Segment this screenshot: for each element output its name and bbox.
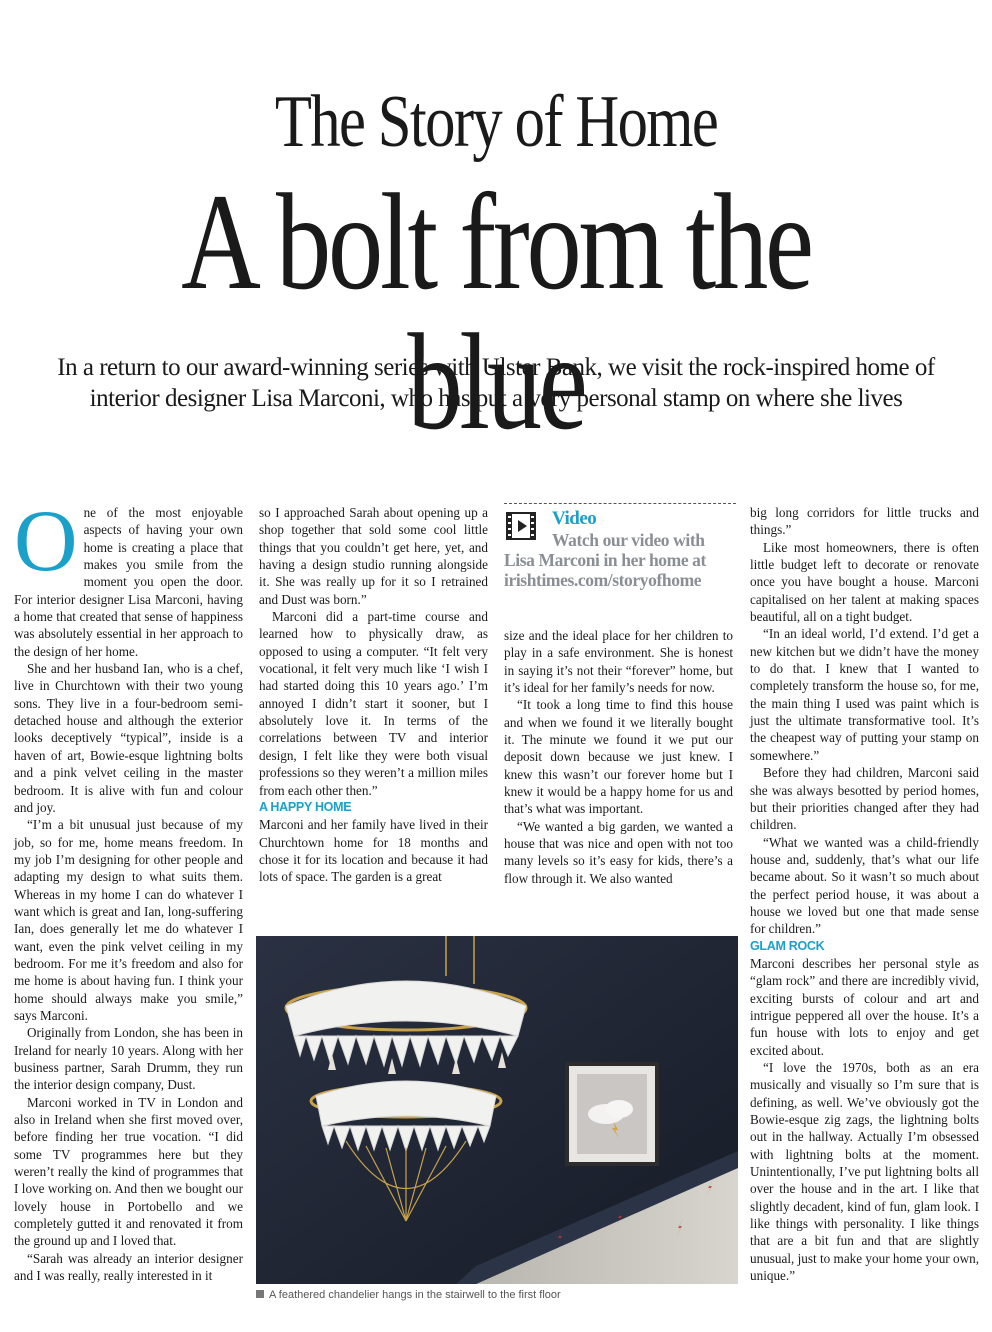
paragraph: “We wanted a big garden, we wanted a house that was nice and open with not too many levels so it’s easy for kids, there’s a flow through it. We also wanted	[504, 818, 733, 886]
article-column-2	[259, 504, 488, 886]
subheading-happy-home: A HAPPY HOME	[259, 799, 352, 814]
caption-square-icon	[256, 1290, 264, 1298]
headline: A bolt from the blue	[181, 165, 811, 458]
paragraph: “I love the 1970s, both as an era musically and visually so I’m sure that is defining, as well. We’ve obviously got the Bowie-esque zig zags, the lightning bolts out in the hallway. Actually I’m obsessed with lightning bolts at the moment. Unintentionally, I’ve put lightning bolts all over the house and in the art. I like that slightly decadent, kind of fun, glam look. I like things with personality. I like things that are a bit fun and that are slightly unusual, just to make your home your own, unique.”	[750, 1060, 979, 1284]
paragraph: size and the ideal place for her children to play in a safe environment. She is honest in saying it’s not their “forever” home, but it’s ideal for her family’s needs for now.	[504, 628, 733, 696]
paragraph: so I approached Sarah about opening up a shop together that sold some cool little things that you couldn’t get here, yet, and having a design studio running alongside it. She was really up for it so I retrained and Dust was born.”	[259, 505, 488, 607]
video-label: Video	[552, 508, 597, 529]
paragraph: “It took a long time to find this house and when we found it we literally bought it. The minute we found it we put our deposit down because we just knew. I knew this wasn’t our forever home but I knew it would be a happy home for us and that’s what was important.	[504, 697, 733, 817]
subheading-glam-rock: GLAM ROCK	[750, 938, 825, 953]
caption-text: A feathered chandelier hangs in the stairwell to the first floor	[269, 1289, 561, 1301]
paragraph: “Sarah was already an interior designer and I was really, really interested in it	[14, 1250, 243, 1284]
paragraph: Marconi and her family have lived in their Churchtown home for 18 months and chose it for its location and because it had lots of space. The garden is a great	[259, 817, 488, 885]
drop-cap: O	[14, 493, 78, 590]
paragraph: “In an ideal world, I’d extend. I’d get a new kitchen but we didn’t have the money to do that. I knew that I wanted to completely transform the house so, for me, the main thing I used was paint which is just the ultimate transformative tool. It’s the cheapest way of putting your stamp on somewhere.”	[750, 626, 979, 763]
paragraph: Marconi describes her personal style as “glam rock” and there are incredibly vivid, exciting bursts of colour and art and intrigue peppered all over the house. It’s a fun house with lots to enjoy and get excited about.	[750, 955, 979, 1058]
video-promo[interactable]	[504, 503, 736, 616]
paragraph: Before they had children, Marconi said she was always besotted by period homes, but their priorities changed after they had children.	[750, 765, 979, 833]
paragraph: Marconi did a part-time course and learned how to physically draw, as opposed to using a computer. “It felt very vocational, it felt very much like ‘I wish I had started doing this 10 years ago.’ I’m annoyed I didn’t start it sooner, but I absolutely love it. In terms of the correlations between TV and interior design, I felt like they were both visual professions so they weren’t a million miles from each other then.”	[259, 609, 488, 798]
video-line: Watch our video with	[552, 530, 705, 550]
article-column-4	[750, 504, 979, 1284]
paragraph: She and her husband Ian, who is a chef, live in Churchtown with their two young sons. They live in a four-bedroom semi-detached house and although the exterior looks deceptively “typical”, inside is a haven of art, Bowie-esque lightning bolts and a pink velvet ceiling in the master bedroom. It is alive with fun and colour and joy.	[14, 661, 243, 815]
article-column-3	[504, 627, 733, 887]
paragraph: ne of the most enjoyable aspects of having your own home is creating a place that makes you smile from the moment you open the door. For interior designer Lisa Marconi, having a home that created that sense of happiness was absolutely essential in her approach to the design of her home.	[14, 505, 243, 659]
video-link-text[interactable]	[504, 530, 736, 590]
paragraph: Originally from London, she has been in Ireland for nearly 10 years. Along with her business partner, Sarah Drumm, they run the interior design company, Dust.	[14, 1025, 243, 1093]
article-column-1	[14, 493, 243, 1284]
standfirst: In a return to our award-winning series with Ulster Bank, we visit the rock-inspired home of interior designer Lisa Marconi, who has put a very personal stamp on where she lives	[57, 354, 935, 412]
photo-illustration	[256, 936, 738, 1284]
video-line: Lisa Marconi in her home at	[504, 550, 706, 570]
paragraph: “I’m a bit unusual just because of my job, so for me, home means freedom. In my job I’m designing for other people and adapting my design to what suits them. Whereas in my home I can do whatever I want which is great and Ian, long-suffering Ian, does generally let me do whatever I want, even the pink velvet ceiling in my bedroom. For me it’s freedom and also for me home is about having fun. I think your home should always make you smile,” says Marconi.	[14, 817, 243, 1023]
chandelier-photo	[256, 936, 738, 1284]
paragraph: Marconi worked in TV in London and also in Ireland when she first moved over, before finding her true vocation. “I did some TV programmes here but they weren’t really the kind of programmes that I love working on. And then we bought our lovely house in Portobello and we completely gutted it and renovated it from the ground up and I loved that.	[14, 1094, 243, 1249]
video-url[interactable]: irishtimes.com/storyofhome	[504, 570, 702, 590]
paragraph: “What we wanted was a child-friendly house and, suddenly, that’s what our life became about. So it wasn’t so much about the perfect period house, it was about a house we loved but one that made sense for children.”	[750, 834, 979, 937]
paragraph: big long corridors for little trucks and things.”	[750, 505, 979, 538]
kicker-title: The Story of Home	[274, 81, 718, 163]
photo-caption	[256, 1289, 738, 1301]
paragraph: Like most homeowners, there is often little budget left to decorate or renovate once you have bought a house. Marconi capitalised on her talent at making spaces beautiful, all on a tight budget.	[750, 539, 979, 625]
